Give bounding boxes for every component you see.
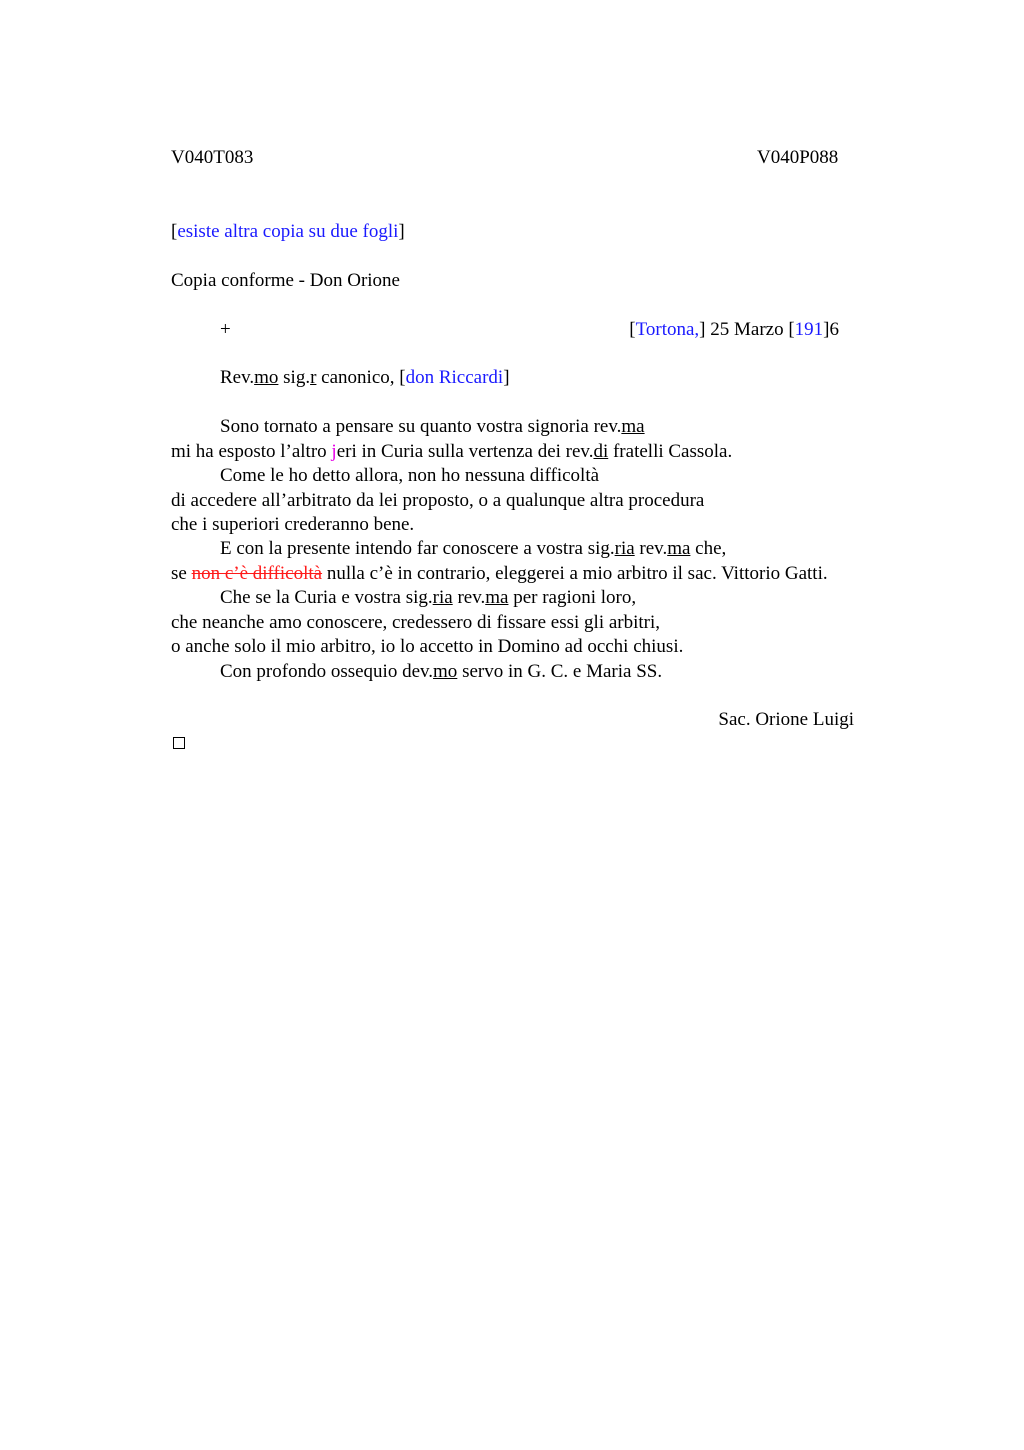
body-line-5: che i superiori crederanno bene.	[171, 514, 415, 535]
body-line-6: E con la presente intendo far conoscere a vostra sig.ria rev.ma che,	[220, 538, 727, 559]
signature: Sac. Orione Luigi	[718, 709, 854, 730]
dateline: [Tortona,] 25 Marzo [191]6	[629, 319, 839, 340]
struck-text: non c’è difficoltà	[191, 563, 323, 584]
copy-statement: Copia conforme - Don Orione	[171, 270, 400, 291]
document-code-right: V040P088	[757, 147, 839, 168]
salutation: Rev.mo sig.r canonico, [don Riccardi]	[220, 367, 510, 388]
body-line-4: di accedere all’arbitrato da lei proposto, o a qualunque altra procedura	[171, 490, 705, 511]
body-line-3: Come le ho detto allora, non ho nessuna difficoltà	[220, 465, 600, 486]
cross-symbol: +	[220, 319, 231, 340]
body-line-10: o anche solo il mio arbitro, io lo accetto in Domino ad occhi chiusi.	[171, 636, 684, 657]
body-line-2: mi ha esposto l’altro jeri in Curia sulla vertenza dei rev.di fratelli Cassola.	[171, 441, 733, 462]
end-of-document-box-icon	[173, 737, 185, 749]
editorial-note: [esiste altra copia su due fogli]	[171, 221, 405, 242]
body-line-1: Sono tornato a pensare su quanto vostra signoria rev.ma	[220, 416, 645, 437]
body-line-11: Con profondo ossequio dev.mo servo in G. C. e Maria SS.	[220, 661, 663, 682]
body-line-8: Che se la Curia e vostra sig.ria rev.ma per ragioni loro,	[220, 587, 637, 608]
document-code-left: V040T083	[171, 147, 254, 168]
body-line-9: che neanche amo conoscere, credessero di fissare essi gli arbitri,	[171, 612, 661, 633]
body-line-7: se non c’è difficoltà nulla c’è in contrario, eleggerei a mio arbitro il sac. Vittorio Gatti.	[171, 563, 828, 584]
